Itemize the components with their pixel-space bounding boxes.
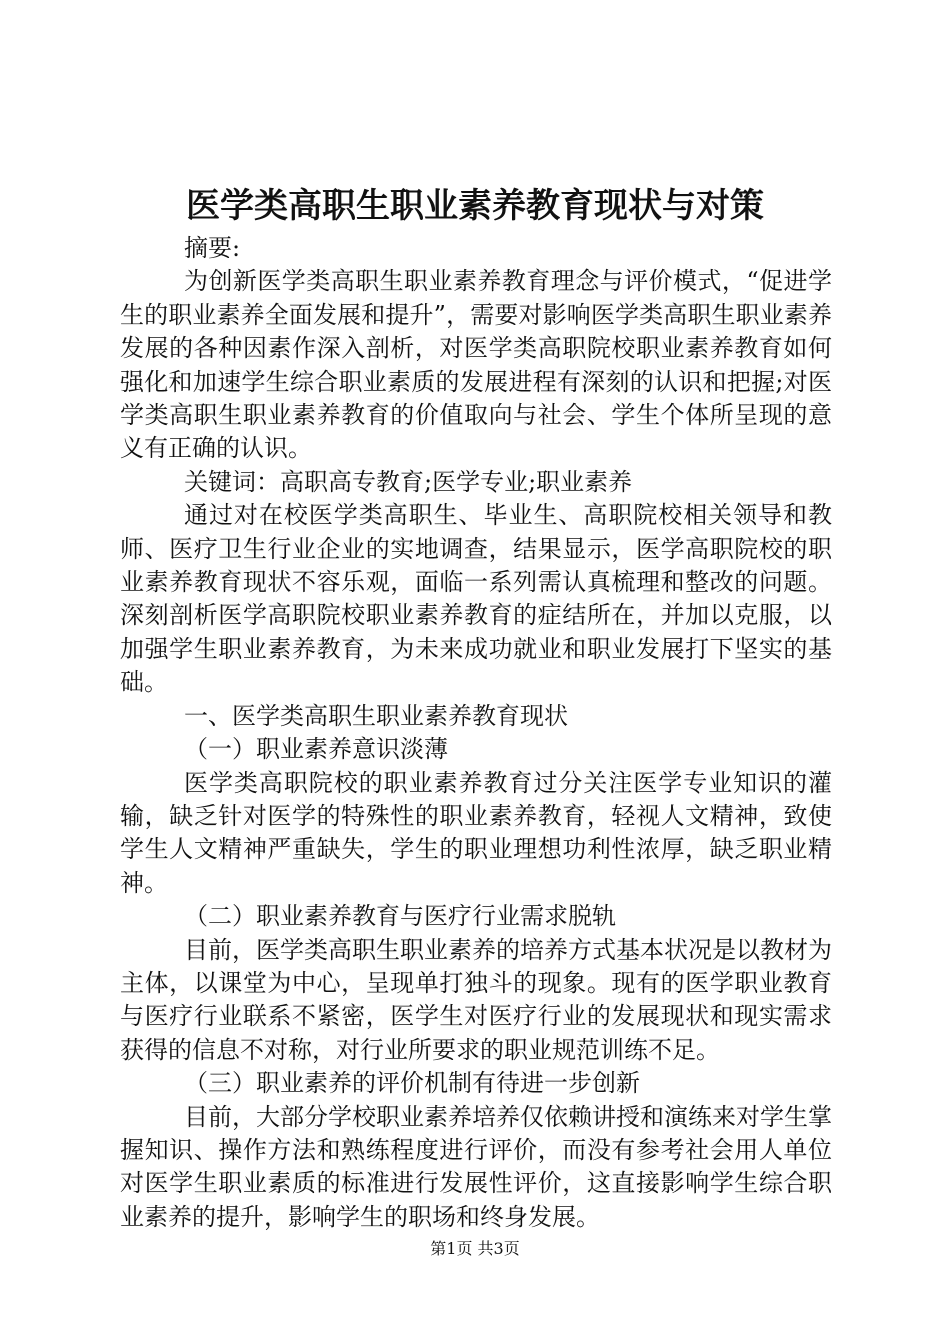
subsection-heading-1: （一）职业素养意识淡薄: [184, 735, 448, 764]
subsection-paragraph-1: 医学类高职院校的职业素养教育过分关注医学专业知识的灌输，缺乏针对医学的特殊性的职业素养教育，轻视人文精神，致使学生人文精神严重缺失，学生的职业理想功利性浓厚，缺乏职业精神。: [120, 768, 832, 897]
subsection-paragraph-2: 目前，医学类高职生职业素养的培养方式基本状况是以教材为主体，以课堂为中心，呈现单打独斗的现象。现有的医学职业教育与医疗行业联系不紧密，医学生对医疗行业的发展现状和现实需求获得的信息不对称，对行业所要求的职业规范训练不足。: [120, 935, 832, 1064]
abstract-paragraph: 为创新医学类高职生职业素养教育理念与评价模式，“促进学生的职业素养全面发展和提升”，需要对影响医学类高职生职业素养发展的各种因素作深入剖析，对医学类高职院校职业素养教育如何强化和加速学生综合职业素质的发展进程有深刻的认识和把握;对医学类高职生职业素养教育的价值取向与社会、学生个体所呈现的意义有正确的认识。: [120, 267, 832, 463]
abstract-heading: 摘要:: [184, 234, 241, 262]
intro-paragraph: 通过对在校医学类高职生、毕业生、高职院校相关领导和教师、医疗卫生行业企业的实地调查，结果显示，医学高职院校的职业素养教育现状不容乐观，面临一系列需认真梳理和整改的问题。深刻剖析医学高职院校职业素养教育的症结所在，并加以克服，以加强学生职业素养教育，为未来成功就业和职业发展打下坚实的基础。: [120, 501, 832, 697]
section-heading-1: 一、医学类高职生职业素养教育现状: [184, 701, 568, 730]
keywords-paragraph: 关键词：高职高专教育;医学专业;职业素养: [184, 467, 633, 496]
page-number-footer: 第1页 共3页: [430, 1239, 520, 1258]
subsection-heading-2: （二）职业素养教育与医疗行业需求脱轨: [184, 902, 616, 931]
document-title: 医学类高职生职业素养教育现状与对策: [186, 186, 764, 226]
document-body: [120, 232, 832, 1234]
subsection-heading-3: （三）职业素养的评价机制有待进一步创新: [184, 1069, 640, 1098]
subsection-paragraph-3: 目前，大部分学校职业素养培养仅依赖讲授和演练来对学生掌握知识、操作方法和熟练程度进行评价，而没有参考社会用人单位对医学生职业素质的标准进行发展性评价，这直接影响学生综合职业素养的提升，影响学生的职场和终身发展。: [120, 1102, 832, 1231]
